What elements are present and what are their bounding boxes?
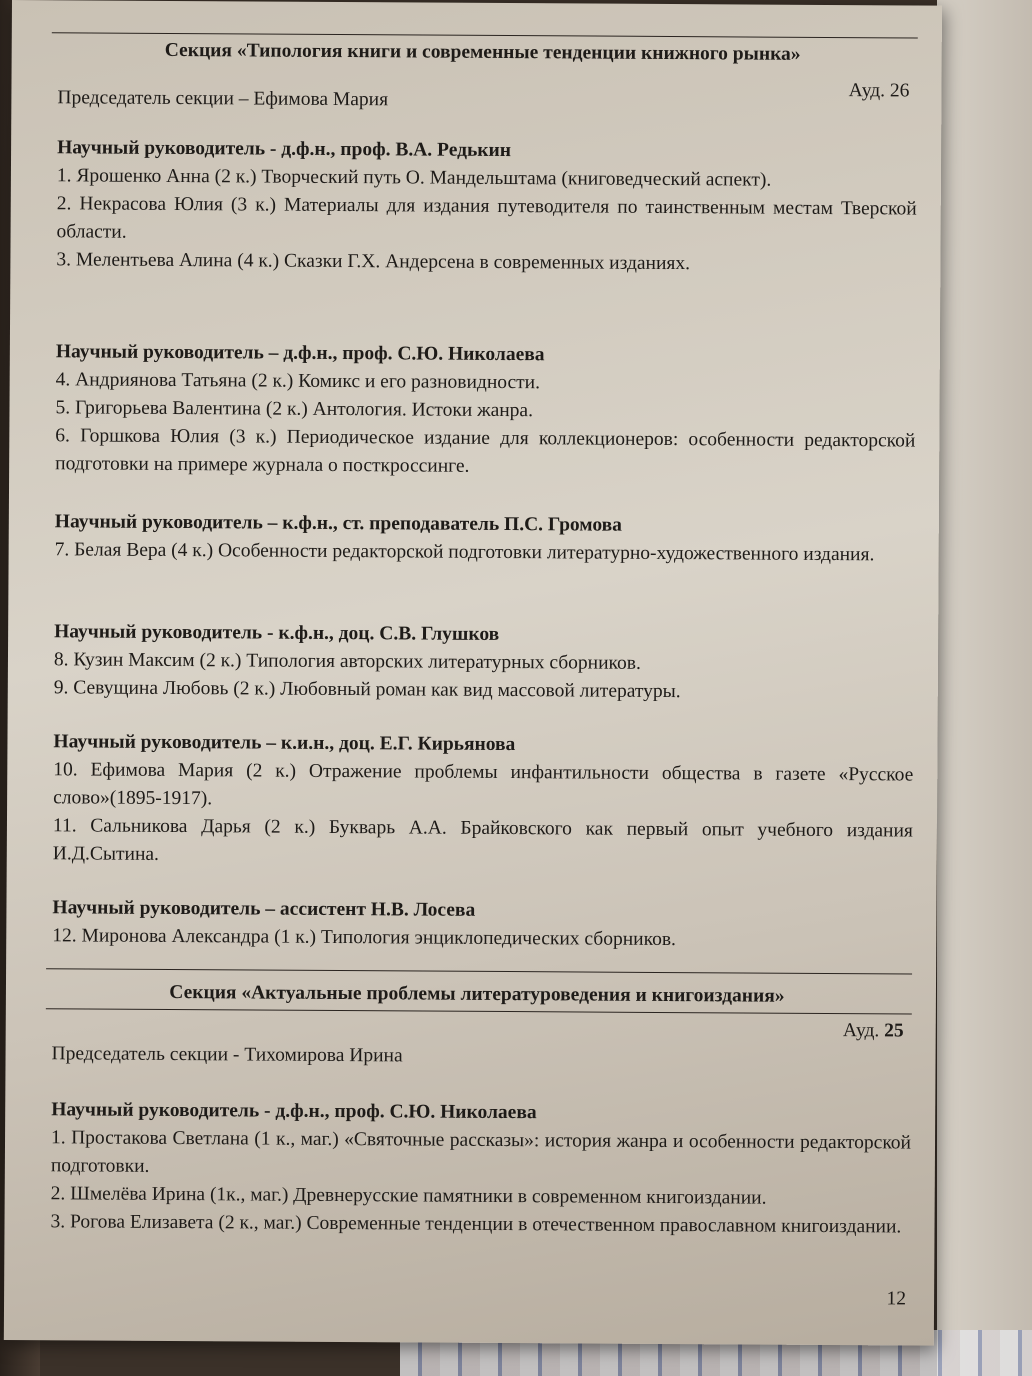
supervisor-title: Научный руководитель – к.ф.н., ст. преподаватель П.С. Громова <box>54 511 622 536</box>
supervisor-title: Научный руководитель - к.ф.н., доц. С.В. Глушков <box>54 621 500 645</box>
section-title: Секция «Актуальные проблемы литературоведения и книгоиздания» <box>169 981 785 1007</box>
supervisor-title: Научный руководитель - д.ф.н., проф. В.А. Редькин <box>57 137 512 162</box>
list-item: 12. Миронова Александра (1 к.) Типология энциклопедических сборников. <box>52 925 677 951</box>
section-title: Секция «Типология книги и современные тенденции книжного рынка» <box>164 39 801 65</box>
supervisor-title: Научный руководитель - д.ф.н., проф. С.Ю. Николаева <box>51 1099 537 1124</box>
room-number: 25 <box>884 1020 904 1042</box>
list-item: 1. Ярошенко Анна (2 к.) Творческий путь О. Мандельштама (книговедческий аспект). <box>56 165 772 191</box>
room-prefix: Ауд. <box>848 80 886 102</box>
room-label <box>843 1017 904 1045</box>
room-label <box>849 77 910 105</box>
list-item: 2. Некрасова Юлия (3 к.) Материалы для издания путеводителя по таинственным местам Тверской области. <box>56 193 917 243</box>
room-number: 26 <box>889 80 910 102</box>
list-item: 2. Шмелёва Ирина (1к., маг.) Древнерусские памятники в современном книгоиздании. <box>50 1183 767 1209</box>
supervisor-title: Научный руководитель – к.и.н., доц. Е.Г. Кирьянова <box>53 731 516 756</box>
supervisor-group <box>50 1096 911 1241</box>
section-chair: Председатель секции - Тихомирова Ирина <box>51 1043 403 1067</box>
section-top-rule <box>46 968 912 974</box>
document-page <box>4 0 942 1346</box>
room-prefix: Ауд. <box>842 1020 880 1042</box>
list-item: 10. Ефимова Мария (2 к.) Отражение проблемы инфантильности общества в газете «Русское слово»(1895-1917). <box>53 759 914 810</box>
page-content <box>48 0 918 1310</box>
background-right-edge <box>937 0 1032 1376</box>
supervisor-group <box>55 338 916 483</box>
list-item: 1. Простакова Светлана (1 к., маг.) «Святочные рассказы»: история жанра и особенности редакторской подготовки. <box>50 1127 912 1177</box>
list-item: 3. Рогова Елизавета (2 к., маг.) Современные тенденции в отечественном православном книгоиздании. <box>50 1211 902 1238</box>
list-item: 5. Григорьева Валентина (2 к.) Антология. Истоки жанра. <box>55 397 534 422</box>
supervisor-group <box>54 618 914 707</box>
list-item: 8. Кузин Максим (2 к.) Типология авторских литературных сборников. <box>53 649 641 674</box>
supervisor-group <box>52 894 912 955</box>
supervisor-group <box>55 508 915 569</box>
supervisor-title: Научный руководитель – ассистент Н.В. Лосева <box>52 897 476 921</box>
page-number: 12 <box>886 1288 907 1310</box>
list-item: 6. Горшкова Юлия (3 к.) Периодическое издание для коллекционеров: особенности редакторской подготовки на примере журнала о посткроссинге. <box>55 425 916 477</box>
list-item: 9. Севущина Любовь (2 к.) Любовный роман как вид массовой литературы. <box>53 677 681 703</box>
supervisor-title: Научный руководитель – д.ф.н., проф. С.Ю. Николаева <box>55 341 545 366</box>
supervisor-group <box>53 728 914 873</box>
section-chair: Председатель секции – Ефимова Мария <box>57 87 389 111</box>
list-item: 7. Белая Вера (4 к.) Особенности редакторской подготовки литературно-художественного издания. <box>54 539 875 566</box>
list-item: 3. Мелентьева Алина (4 к.) Сказки Г.Х. Андерсена в современных изданиях. <box>56 249 691 275</box>
list-item: 11. Сальникова Дарья (2 к.) Букварь А.А. Брайковского как первый опыт учебного издания И.Д.Сытина. <box>52 815 914 865</box>
list-item: 4. Андриянова Татьяна (2 к.) Комикс и его разновидности. <box>55 369 541 394</box>
supervisor-group <box>56 134 917 279</box>
